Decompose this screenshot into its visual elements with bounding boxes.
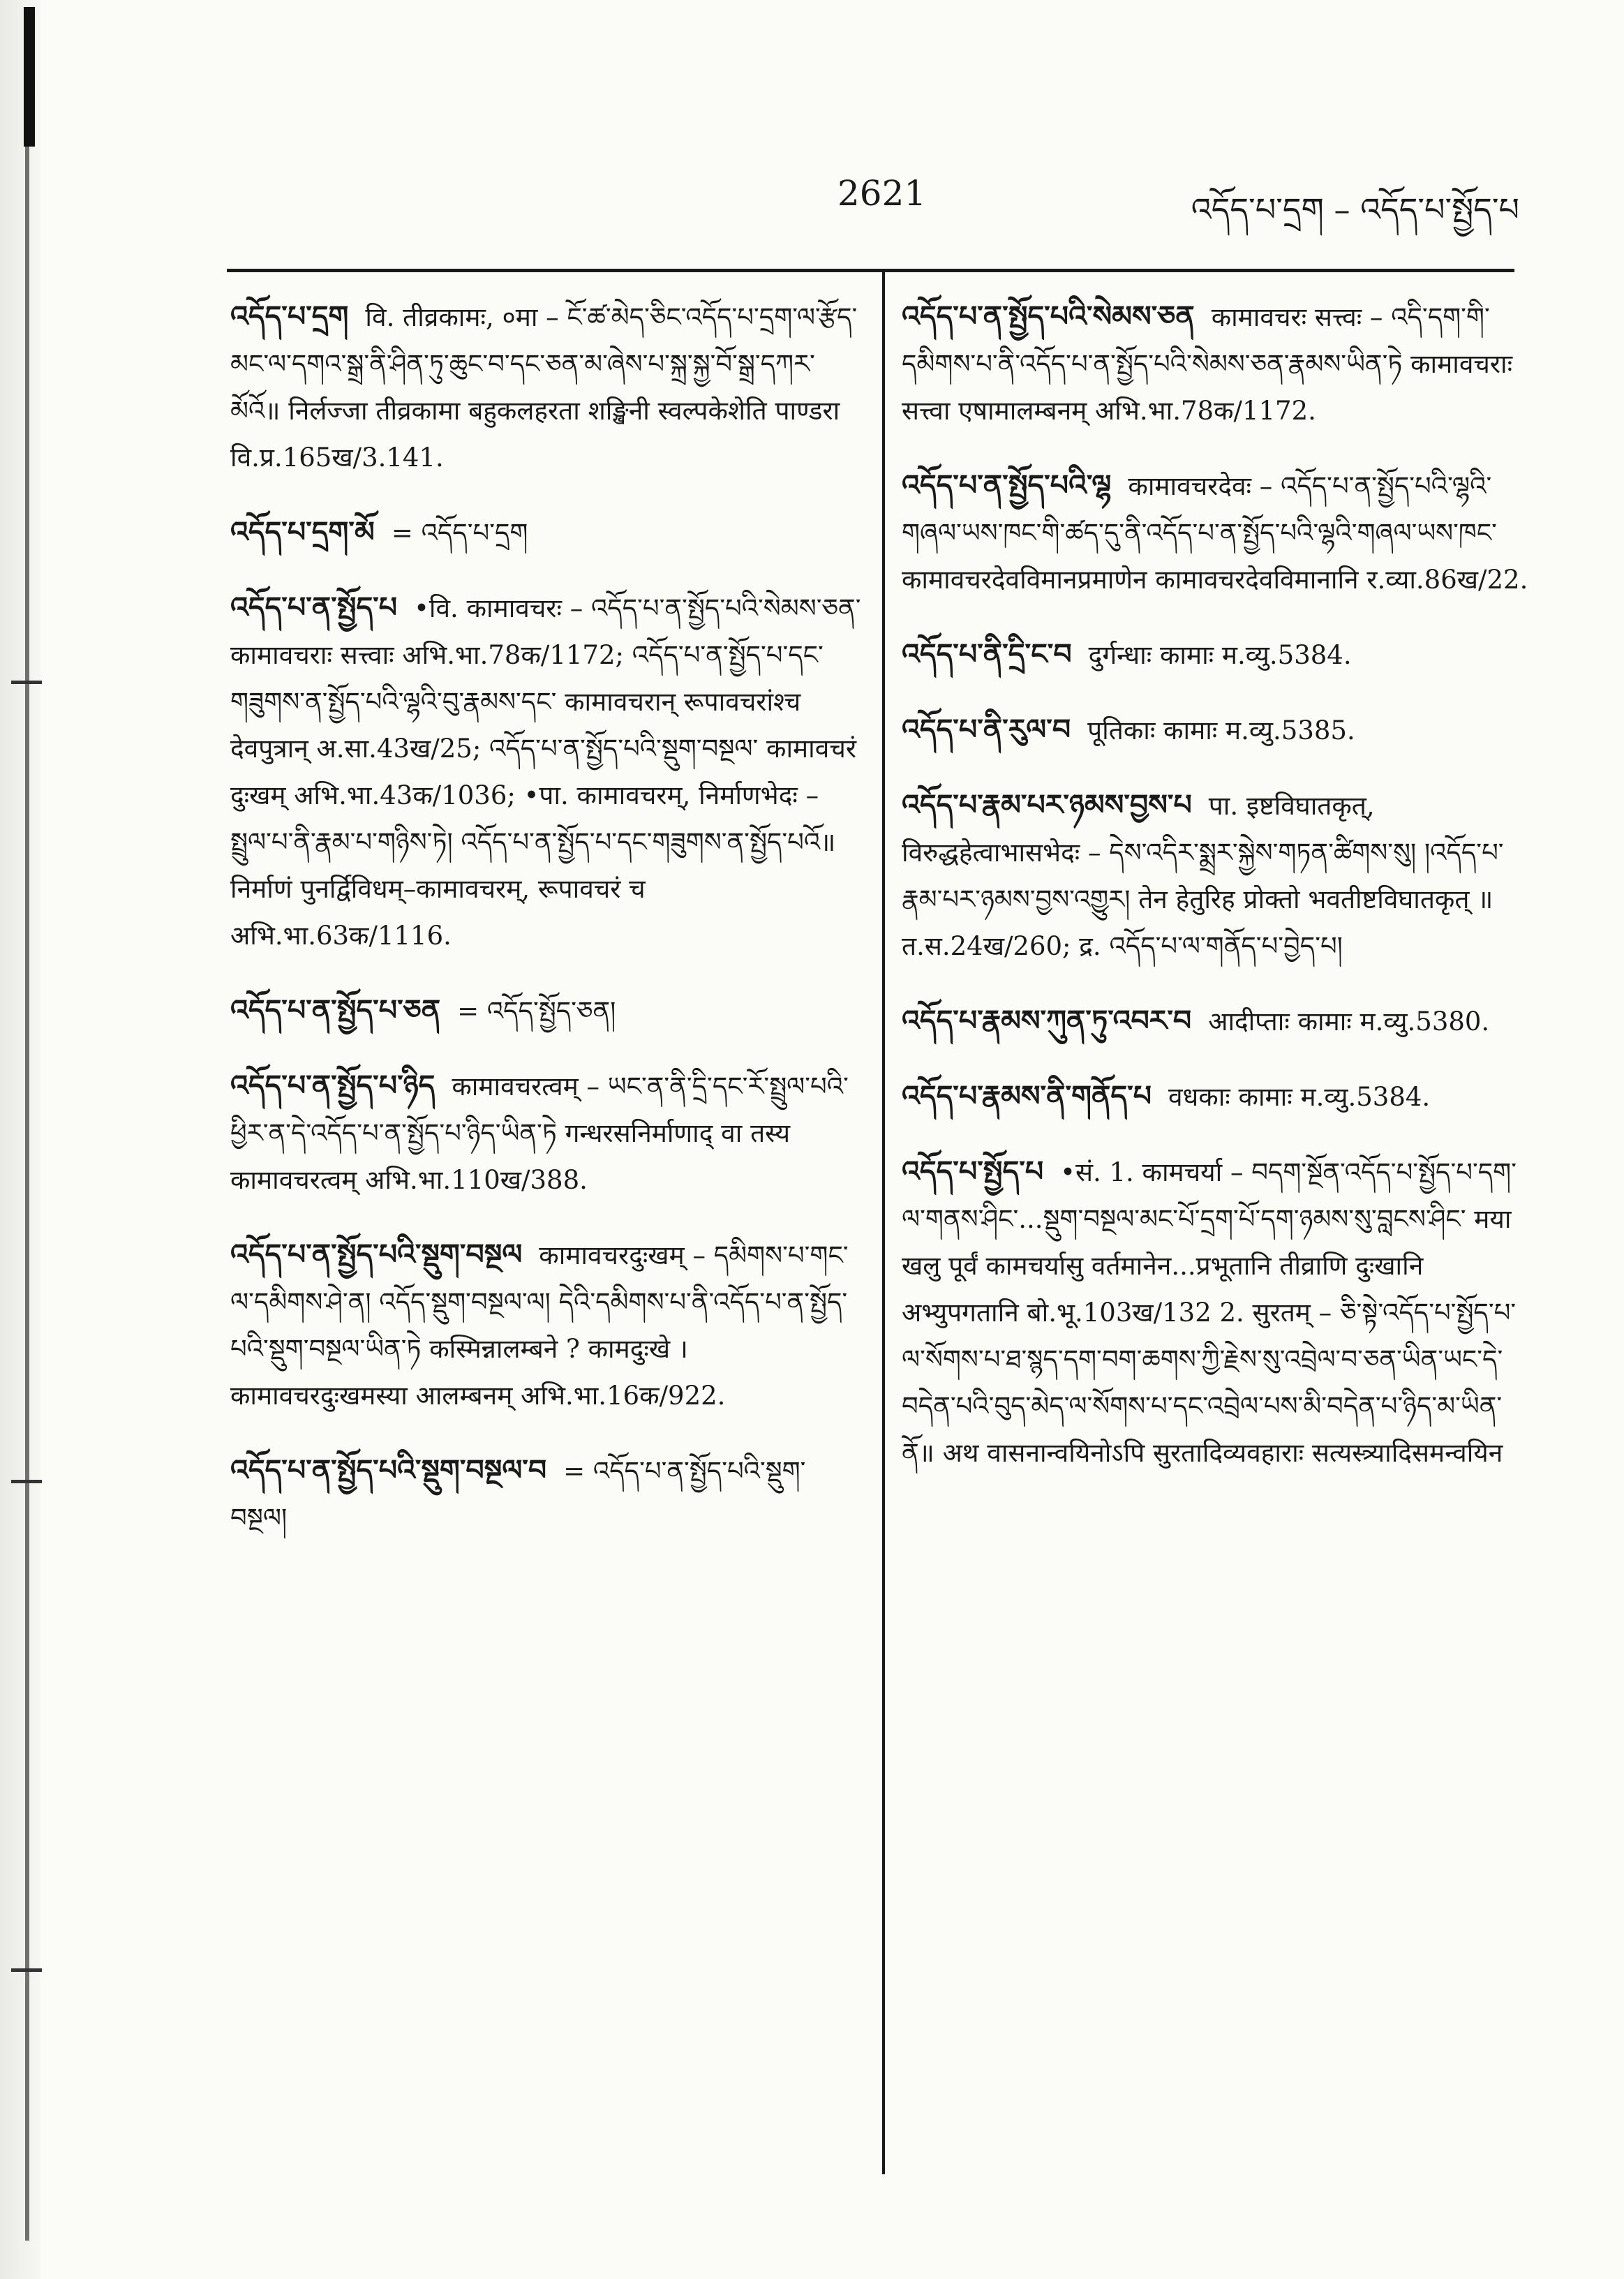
dictionary-entry: [902, 1073, 1533, 1120]
entry-definition: पूतिकाः कामाः म.व्यु.5385.: [1087, 715, 1355, 745]
entry-headword: འདོད་པ་རྣམ་པར་ཉམས་བྱས་པ: [902, 788, 1192, 822]
dictionary-entry: [230, 987, 862, 1034]
entry-headword: འདོད་པ་ན་སྤྱོད་པའི་སེམས་ཅན: [902, 299, 1195, 333]
scan-edge-tick: [11, 1480, 42, 1483]
entry-definition: •सं. 1. कामचर्या – བདག་སྔོན་འདོད་པ་སྤྱོད་པ་དག་ལ་གནས་ཤིང་...སྡུག་བསྔལ་མང་པོ་དྲག་པོ་དག་ཉམས་སུ་བླངས་ཤིང་ मया खलु पूर्वं कामचर्यासु वर्तमानेन...प्रभूतानि तीव्राणि दुःखानि अभ्युपगतानि बो.भू.103ख/132 2. सुरतम् – ཅི་སྟེ་འདོད་པ་སྤྱོད་པ་ལ་སོགས་པ་ཐ་སྙད་དག་བག་ཆགས་ཀྱི་རྗེས་སུ་འབྲེལ་བ་ཅན་ཡིན་ཡང་དེ་བདེན་པའི་བུད་མེད་ལ་སོགས་པ་དང་འབྲེལ་པས་མི་བདེན་པ་ཉིད་མ་ཡིན་ནོ॥ अथ वासनान्वयिनोऽपि सुरतादिव्यवहाराः सत्यस्त्र्यादिसमन्वयिन: [902, 1157, 1517, 1468]
entry-headword: འདོད་པ་རྣམས་ནི་གནོད་པ: [902, 1079, 1152, 1113]
dictionary-entry: [902, 1148, 1533, 1476]
entry-headword: འདོད་པ་ན་སྤྱོད་པ: [230, 591, 398, 624]
dictionary-entry: [902, 782, 1533, 970]
dictionary-entry: [902, 462, 1533, 603]
entry-definition: वधकाः कामाः म.व्यु.5384.: [1168, 1082, 1431, 1112]
entry-definition: आदीप्ताः कामाः म.व्यु.5380.: [1208, 1007, 1490, 1037]
dictionary-entry: [230, 1062, 862, 1203]
entry-headword: འདོད་པ་ན་སྤྱོད་པ་ཅན: [230, 993, 441, 1027]
entry-definition: पा. इष्टविघातकृत्, विरुद्धहेत्वाभासभेदः – དེས་འདིར་སྨྲར་སྐྱེས་གཏན་ཚིགས་སུ། །འདོད་པ་རྣམ་པར་ཉམས་བྱས་འགྱུར། तेन हेतुरिह प्रोक्तो भवतीष्टविघातकृत् ॥ त.स.24ख/260; द्र. འདོད་པ་ལ་གནོད་པ་བྱེད་པ།: [902, 791, 1504, 961]
entry-headword: འདོད་པ་ནི་རུལ་བ: [902, 713, 1071, 746]
dictionary-entry: [902, 997, 1533, 1045]
entry-definition: कामावचरत्वम् – ཡང་ན་ནི་དྲི་དང་རོ་སྤྲུལ་པའི་ཕྱིར་ན་དེ་འདོད་པ་ན་སྤྱོད་པ་ཉིད་ཡིན་ཏེ गन्धरसनिर्माणाद् वा तस्य कामावचरत्वम् अभि.भा.110ख/388.: [230, 1071, 849, 1195]
entry-definition: कामावचरः सत्त्वः – འདི་དག་གི་དམིགས་པ་ནི་འདོད་པ་ན་སྤྱོད་པའི་སེམས་ཅན་རྣམས་ཡིན་ཏེ कामावचराः सत्त्वा एषामालम्बनम् अभि.भा.78क/1172.: [902, 302, 1513, 426]
running-head: འདོད་པ་དྲག – འདོད་པ་སྤྱོད་པ: [1191, 191, 1519, 228]
entry-definition: = འདོད་པ་ན་སྤྱོད་པའི་སྡུག་བསྔལ།: [230, 1456, 806, 1533]
dictionary-entry: [902, 293, 1533, 434]
scan-edge-tick: [11, 1968, 42, 1972]
dictionary-entry: [230, 1447, 862, 1541]
right-column: [902, 293, 1533, 1504]
entry-definition: वि. तीव्रकामः, ०मा – ངོ་ཚ་མེད་ཅིང་འདོད་པ་དྲག་ལ་རྩོད་མང་ལ་དགའ་སྒྲ་ནི་ཤིན་ཏུ་ཆུང་བ་དང་ཅན་མ་ཞེས་པ་སྐྲ་སྐྱ་བོ་སྒྲ་དཀར་མོའོ॥ निर्लज्जा तीव्रकामा बहुकलहरता शङ्खिनी स्वल्पकेशेति पाण्डरा वि.प्र.165ख/3.141.: [230, 302, 858, 473]
scan-left-edge: [0, 0, 40, 2279]
entry-headword: འདོད་པ་ནི་དྲི་ང་བ: [902, 637, 1072, 671]
column-divider: [882, 269, 885, 2174]
entry-definition: कामावचरदुःखम् – དམིགས་པ་གང་ལ་དམིགས་ཤེ་ན། འདོད་སྡུག་བསྔལ་ལ། དེའི་དམིགས་པ་ནི་འདོད་པ་ན་སྤྱོད་པའི་སྡུག་བསྔལ་ཡིན་ཏེ कस्मिन्नालम्बने ? कामदुःखे । कामावचरदुःखमस्या आलम्बनम् अभि.भा.16क/922.: [230, 1240, 849, 1411]
dictionary-entry: [230, 293, 862, 481]
entry-headword: འདོད་པ་དྲག་མོ: [230, 515, 375, 549]
entry-headword: འདོད་པ་ན་སྤྱོད་པའི་སྡུག་བསྔལ་བ: [230, 1453, 547, 1487]
header-rule: [227, 269, 1514, 272]
left-column: [230, 293, 862, 1569]
scan-binding-mark: [24, 7, 35, 147]
dictionary-entry: [902, 631, 1533, 678]
dictionary-entry: [230, 509, 862, 556]
scan-edge-tick: [11, 681, 42, 684]
entry-definition: दुर्गन्धाः कामाः म.व्यु.5384.: [1088, 640, 1352, 670]
dictionary-entry: [230, 584, 862, 959]
dictionary-entry: [230, 1231, 862, 1419]
dictionary-entry: [902, 706, 1533, 754]
entry-definition: कामावचरदेवः – འདོད་པ་ན་སྤྱོད་པའི་ལྷའི་གཞལ་ཡས་ཁང་གི་ཚད་དུ་ནི་འདོད་པ་ན་སྤྱོད་པའི་ལྷའི་གཞལ་ཡས་ཁང་ कामावचरदेवविमानप्रमाणेन कामावचरदेवविमानानि र.व्या.86ख/22.: [902, 471, 1528, 595]
entry-headword: འདོད་པ་རྣམས་ཀུན་ཏུ་འབར་བ: [902, 1004, 1192, 1037]
entry-headword: འདོད་པ་ན་སྤྱོད་པ་ཉིད: [230, 1069, 435, 1102]
page-number: 2621: [837, 173, 927, 214]
entry-definition: = འདོད་སྤྱོད་ཅན།: [457, 996, 616, 1026]
entry-definition: = འདོད་པ་དྲག: [391, 518, 528, 548]
scan-binding-line: [25, 147, 29, 2241]
entry-headword: འདོད་པ་དྲག: [230, 299, 349, 333]
entry-headword: འདོད་པ་ན་སྤྱོད་པའི་ལྷ: [902, 468, 1112, 502]
entry-headword: འདོད་པ་སྤྱོད་པ: [902, 1155, 1044, 1188]
entry-definition: •वि. कामावचरः – འདོད་པ་ན་སྤྱོད་པའི་སེམས་ཅན་ कामावचराः सत्त्वाः अभि.भा.78क/1172; འདོད་པ་ན་སྤྱོད་པ་དང་གཟུགས་ན་སྤྱོད་པའི་ལྷའི་བུ་རྣམས་དང་ कामावचरान् रूपावचरांश्च देवपुत्रान् अ.सा.43ख/25; འདོད་པ་ན་སྤྱོད་པའི་སྡུག་བསྔལ་ कामावचरं दुःखम् अभि.भा.43क/1036; •पा. कामावचरम्, निर्माणभेदः – སྤྲུལ་པ་ནི་རྣམ་པ་གཉིས་ཏེ། འདོད་པ་ན་སྤྱོད་པ་དང་གཟུགས་ན་སྤྱོད་པའོ॥ निर्माणं पुनर्द्विविधम्–कामावचरम्, रूपावचरं च अभि.भा.63क/1116.: [230, 593, 861, 951]
entry-headword: འདོད་པ་ན་སྤྱོད་པའི་སྡུག་བསྔལ: [230, 1238, 523, 1271]
